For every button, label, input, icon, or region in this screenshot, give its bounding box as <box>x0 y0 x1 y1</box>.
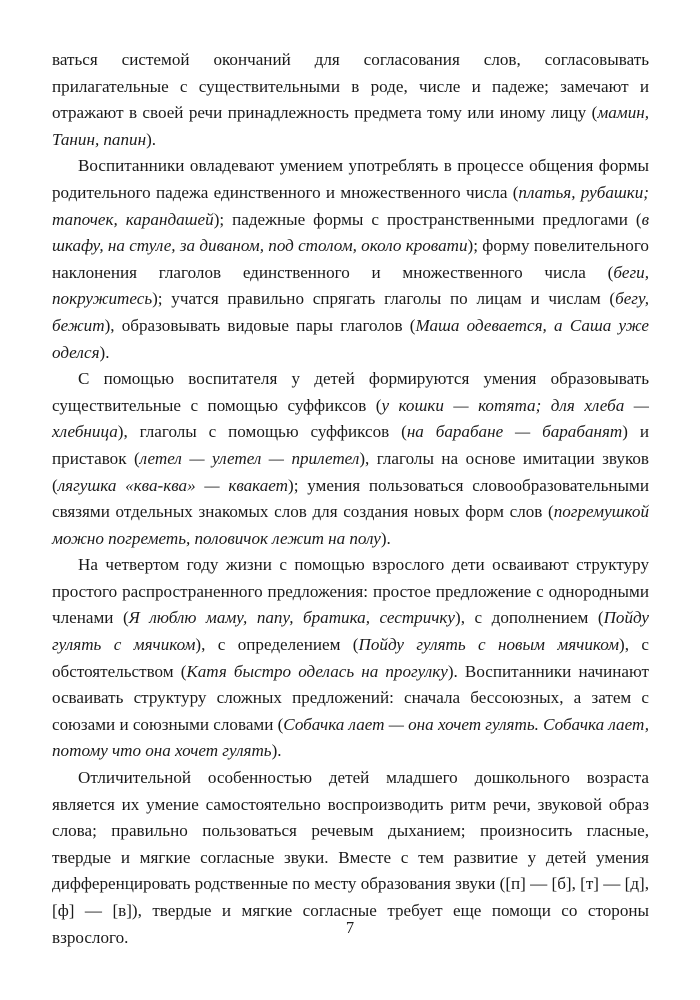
paragraph-4 <box>52 552 649 765</box>
example-phrase: Пойду гулять с новым мячиком <box>358 635 620 655</box>
text-run: ). <box>99 342 110 362</box>
text-run: ) и приставок ( <box>52 422 649 468</box>
example-phrase: на барабане — барабанят <box>406 422 623 442</box>
example-phrase: Пойду гулять с мячиком <box>52 608 650 655</box>
text-run: ), образовывать видовые пары глаголов ( <box>104 315 416 335</box>
text-run: Воспитанники овладевают умением употреблять в процессе общения формы родительного падежа единственного и множественного числа ( <box>52 156 649 202</box>
text-run: ), глаголы с помощью суффиксов ( <box>117 422 407 442</box>
paragraph-3 <box>52 366 649 552</box>
example-phrase: Я люблю маму, папу, братика, сестричку <box>128 608 456 628</box>
text-run: Отличительной особенностью детей младшего дошкольного возраста является их умение самостоятельно воспроизводить ритм речи, звуковой образ слова; правильно пользоваться речевым дыханием; произносить гласные, твердые и мягкие согласные звуки. Вместе с тем развитие у детей умения дифференцировать родственные по месту образования звуки ([п] — [б], [т] — [д], [ф] — [в]), твердые и мягкие согласные требует еще помощи со стороны взрослого. <box>52 768 649 947</box>
text-run: ), с обстоятельством ( <box>52 635 649 681</box>
text-run: ); форму повелительного наклонения глаголов единственного и множественного числа ( <box>52 236 649 282</box>
example-phrase: мамин, Танин, папин <box>52 103 649 149</box>
text-run: ваться системой окончаний для согласования слов, согласовывать прилагательные с существительными в роде, числе и падеже; замечают и отражают в своей речи принадлежность предмета тому или иному лицу ( <box>52 50 649 123</box>
text-run: ). <box>271 741 282 761</box>
example-phrase: платья, рубашки; тапочек, карандашей <box>52 182 649 229</box>
example-phrase: Катя быстро оделась на прогулку <box>186 661 448 681</box>
text-run: На четвертом году жизни с помощью взрослого дети осваивают структуру простого распространенного предложения: простое предложение с однородными членами ( <box>52 555 649 628</box>
example-phrase: у кошки — котята; для хлеба — хлебница <box>52 395 649 442</box>
text-run: ), с дополнением ( <box>455 608 604 628</box>
text-run: ), глаголы на основе имитации звуков ( <box>52 448 649 495</box>
text-run: ). <box>146 129 157 149</box>
example-phrase: бегу, бежит <box>52 289 649 335</box>
example-phrase: лягушка «ква-ква» — квакает <box>57 475 288 495</box>
text-run: ); учатся правильно спрягать глаголы по лицам и числам ( <box>152 289 616 309</box>
text-run: ). Воспитанники начинают осваивать структуру сложных предложений: сначала бессоюзных, а затем с союзами и союзными словами ( <box>52 661 649 734</box>
example-phrase: Собачка лает — она хочет гулять. Собачка лает, потому что она хочет гулять <box>52 714 650 761</box>
example-phrase: в шкафу, на стуле, за диваном, под столом, около кровати <box>52 209 650 256</box>
text-run: ), с определением ( <box>195 635 359 655</box>
example-phrase: беги, покружитесь <box>52 262 649 309</box>
text-run: ). <box>380 528 391 548</box>
example-phrase: погремушкой можно погреметь, половичок лежит на полу <box>52 502 649 548</box>
paragraph-2 <box>52 153 649 366</box>
text-run: С помощью воспитателя у детей формируются умения образовывать существительные с помощью суффиксов ( <box>52 369 649 415</box>
body-text <box>52 47 649 951</box>
paragraph-1 <box>52 47 649 153</box>
text-run: ); умения пользоваться словообразовательными связями отдельных знакомых слов для создания новых форм слов ( <box>52 475 650 522</box>
example-phrase: Маша одевается, а Саша уже оделся <box>52 315 649 362</box>
text-run: ); падежные формы с пространственными предлогами ( <box>213 209 642 229</box>
page-number: 7 <box>345 918 355 937</box>
example-phrase: летел — улетел — прилетел <box>139 448 360 468</box>
